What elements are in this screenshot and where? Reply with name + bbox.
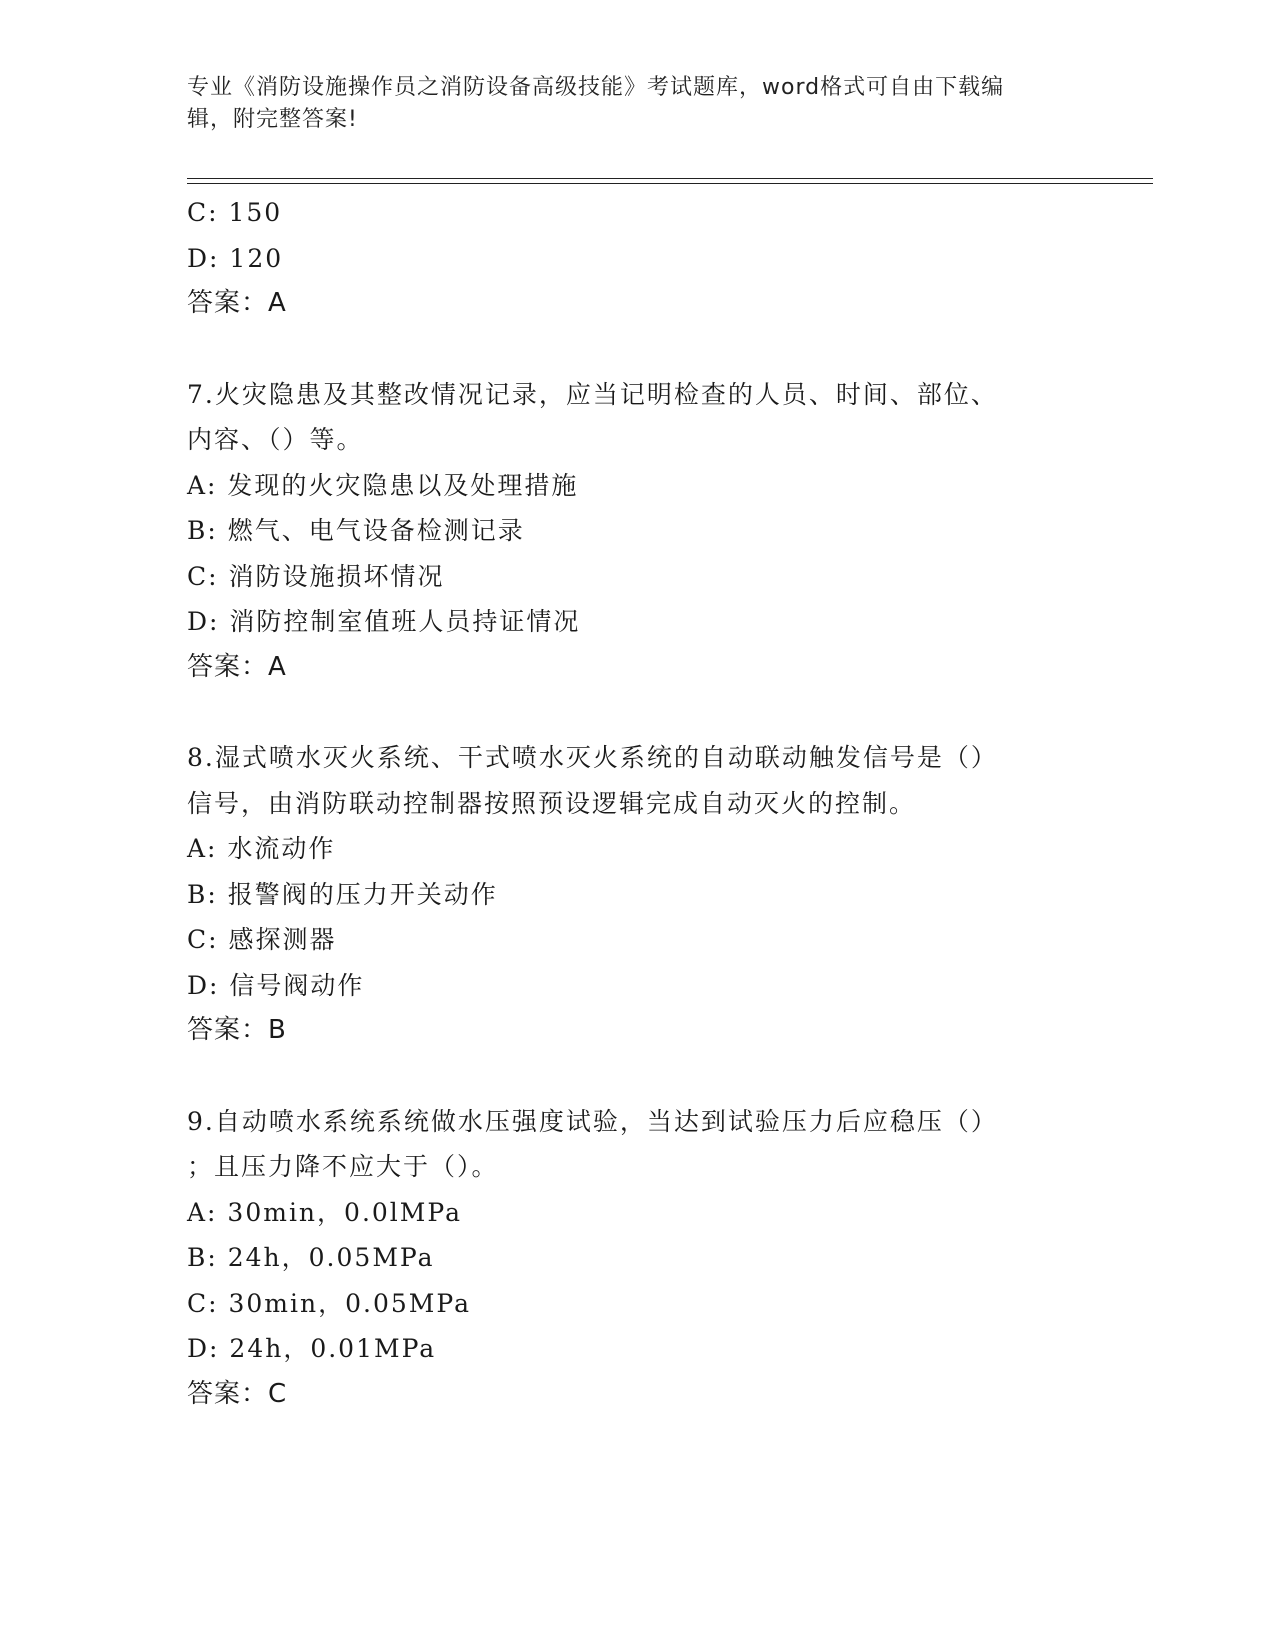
question-9: [187, 1099, 1087, 1418]
option-b: B: 燃气、电气设备检测记录: [187, 516, 525, 545]
answer: 答案：B: [187, 1015, 287, 1045]
question-stem-line-1: 7.火灾隐患及其整改情况记录，应当记明检查的人员、时间、部位、: [187, 379, 998, 409]
option-b: B: 报警阀的压力开关动作: [187, 879, 498, 909]
option-c: C: 30min，0.05MPa: [187, 1288, 471, 1318]
answer: 答案：A: [187, 288, 287, 318]
answer: 答案：C: [187, 1378, 288, 1409]
question-stem-line-1: 9.自动喷水系统系统做水压强度试验，当达到试验压力后应稳压（）: [187, 1106, 998, 1136]
question-7: [187, 372, 1087, 691]
question-stem-line-2: 内容、（）等。: [187, 425, 364, 454]
header-line-1: 专业《消防设施操作员之消防设备高级技能》考试题库，word格式可自由下载编: [187, 75, 1005, 100]
page-header: [187, 72, 1067, 136]
question-8: [187, 735, 1087, 1054]
answer: 答案：A: [187, 651, 287, 682]
question-stem-line-1: 8.湿式喷水灭火系统、干式喷水灭火系统的自动联动触发信号是（）: [187, 743, 998, 772]
option-a: A: 发现的火灾隐患以及处理措施: [187, 470, 579, 500]
question-stem-line-2: 信号，由消防联动控制器按照预设逻辑完成自动灭火的控制。: [187, 788, 917, 818]
option-c: C: 150: [187, 198, 283, 227]
option-c: C: 消防设施损坏情况: [187, 561, 445, 591]
question-list: [187, 190, 1087, 1417]
header-divider-top: [187, 178, 1153, 179]
header-divider-bottom: [187, 183, 1153, 184]
question-stem-line-2: ；且压力降不应大于（）。: [187, 1152, 499, 1181]
option-d: D: 信号阀动作: [187, 970, 365, 1000]
question-prev: [187, 190, 1087, 327]
option-b: B: 24h，0.05MPa: [187, 1243, 435, 1272]
option-a: A: 30min，0.0lMPa: [187, 1197, 462, 1227]
option-d: D: 消防控制室值班人员持证情况: [187, 607, 581, 636]
option-d: D: 120: [187, 243, 284, 273]
header-line-2: 辑，附完整答案!: [187, 107, 358, 132]
option-c: C: 感探测器: [187, 925, 337, 954]
option-a: A: 水流动作: [187, 834, 336, 863]
option-d: D: 24h，0.01MPa: [187, 1334, 437, 1363]
